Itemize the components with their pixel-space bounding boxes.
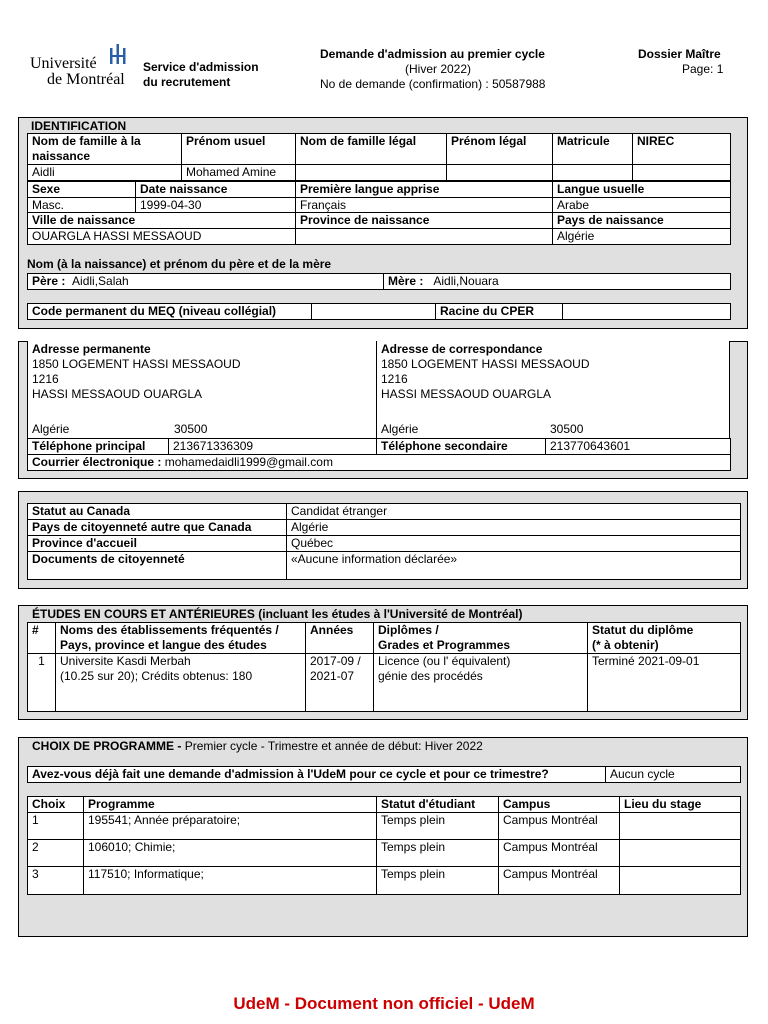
perm-pays: Algérie [32, 422, 70, 436]
header-date-naissance: Date naissance [136, 182, 296, 198]
code-meq-value [312, 304, 436, 320]
header-code-meq: Code permanent du MEQ (niveau collégial) [28, 304, 312, 320]
header-lieu-stage: Lieu du stage [620, 797, 741, 813]
etudes-etab-line2: (10.25 sur 20); Crédits obtenus: 180 [60, 669, 253, 683]
header-etablissements [56, 623, 306, 654]
univ-name-line2: de Montréal [47, 71, 125, 88]
pays-value: Algérie [553, 229, 731, 245]
perm-line1: 1850 LOGEMENT HASSI MESSAOUD [32, 357, 241, 371]
header-nirec: NIREC [633, 134, 731, 165]
header-dipl-line2: Grades et Programmes [378, 638, 511, 652]
header-pays: Pays de naissance [553, 213, 731, 229]
header-racine-cper: Racine du CPER [436, 304, 563, 320]
corr-pays: Algérie [381, 422, 419, 436]
date-naissance-value: 1999-04-30 [136, 198, 296, 214]
email-value: mohamedaidli1999@gmail.com [164, 455, 333, 469]
choix-row [28, 840, 741, 867]
parents-title: Nom (à la naissance) et prénom du père et de la mère [27, 257, 332, 271]
request-number: No de demande (confirmation) : 50587988 [320, 77, 546, 91]
province-value [296, 229, 553, 245]
corr-line1: 1850 LOGEMENT HASSI MESSAOUD [381, 357, 590, 371]
header-adresse-permanente: Adresse permanente [32, 342, 151, 356]
header-pays-citoyennete: Pays de citoyenneté autre que Canada [28, 520, 287, 536]
choix-programme: 106010; Chimie; [84, 840, 377, 867]
choix-num: 2 [28, 840, 84, 867]
choix-campus: Campus Montréal [499, 813, 620, 840]
etudes-row [28, 654, 741, 712]
header-sexe: Sexe [28, 182, 136, 198]
programme-title-bold: CHOIX DE PROGRAMME - [32, 739, 182, 753]
header-programme: Programme [84, 797, 377, 813]
header-campus: Campus [499, 797, 620, 813]
mere-cell [384, 274, 731, 290]
telephone-table [27, 438, 731, 471]
header-langue-apprise: Première langue apprise [296, 182, 553, 198]
tel-secondaire-value: 213770643601 [546, 439, 731, 455]
term: (Hiver 2022) [405, 62, 472, 76]
corr-code-postal: 30500 [550, 422, 584, 436]
header-statut-canada: Statut au Canada [28, 504, 287, 520]
header-documents-citoyennete: Documents de citoyenneté [28, 552, 287, 580]
etudes-etab-line1: Universite Kasdi Merbah [60, 654, 191, 668]
header-choix: Choix [28, 797, 84, 813]
header-statut-etudiant: Statut d'étudiant [377, 797, 499, 813]
etudes-annee-line2: 2021-07 [310, 669, 355, 683]
pays-citoyennete-value: Algérie [287, 520, 741, 536]
choix-statut: Temps plein [377, 840, 499, 867]
mere-label: Mère : [388, 274, 424, 288]
identification-table-2 [27, 181, 731, 214]
identification-title: IDENTIFICATION [31, 119, 127, 133]
header-nom-legal: Nom de famille légal [296, 134, 447, 165]
etudes-table [27, 622, 741, 712]
email-cell [28, 455, 731, 471]
pere-cell [28, 274, 384, 290]
header-statut-diplome [588, 623, 741, 654]
header-nom-naissance: Nom de famille à la naissance [28, 134, 182, 165]
racine-cper-value [563, 304, 731, 320]
choix-num: 1 [28, 813, 84, 840]
header-tel-secondaire: Téléphone secondaire [377, 439, 546, 455]
etudes-dipl-line1: Licence (ou l' équivalent) [378, 654, 511, 668]
perm-line3: HASSI MESSAOUD OUARGLA [32, 387, 203, 401]
etudes-diplome [374, 654, 588, 712]
meq-table [27, 303, 731, 320]
header-tel-principal: Téléphone principal [28, 439, 169, 455]
header-province-accueil: Province d'accueil [28, 536, 287, 552]
header-prenom-usuel: Prénom usuel [182, 134, 296, 165]
header-matricule: Matricule [553, 134, 633, 165]
question-answer: Aucun cycle [606, 767, 741, 783]
choix-stage [620, 840, 741, 867]
doc-title: Demande d'admission au premier cycle [320, 47, 545, 61]
nirec-value [633, 165, 731, 181]
service-line1: Service d'admission [143, 60, 259, 74]
perm-line2: 1216 [32, 372, 59, 386]
etudes-annees [306, 654, 374, 712]
choix-stage [620, 813, 741, 840]
parents-table [27, 273, 731, 290]
etudes-statut: Terminé 2021-09-01 [588, 654, 741, 712]
tel-principal-value: 213671336309 [169, 439, 377, 455]
choix-campus: Campus Montréal [499, 840, 620, 867]
question-text: Avez-vous déjà fait une demande d'admission à l'UdeM pour ce cycle et pour ce trimestre? [28, 767, 606, 783]
statut-canada-value: Candidat étranger [287, 504, 741, 520]
header-diplomes [374, 623, 588, 654]
header-adresse-correspondance: Adresse de correspondance [381, 342, 543, 356]
etudes-dipl-line2: génie des procédés [378, 669, 483, 683]
sexe-value: Masc. [28, 198, 136, 214]
prenom-usuel-value: Mohamed Amine [182, 165, 296, 181]
header-ville: Ville de naissance [28, 213, 296, 229]
choix-stage [620, 867, 741, 895]
ville-value: OUARGLA HASSI MESSAOUD [28, 229, 296, 245]
question-table [27, 766, 741, 783]
langue-usuelle-value: Arabe [553, 198, 731, 214]
nom-naissance-value: Aidli [28, 165, 182, 181]
choix-row [28, 813, 741, 840]
province-accueil-value: Québec [287, 536, 741, 552]
adresse-divider [376, 341, 377, 438]
choix-row [28, 867, 741, 895]
email-label: Courrier électronique : [32, 455, 162, 469]
choix-programme: 117510; Informatique; [84, 867, 377, 895]
pere-label: Père : [32, 274, 66, 288]
header-prenom-legal: Prénom légal [447, 134, 553, 165]
programme-title [32, 739, 483, 754]
choix-campus: Campus Montréal [499, 867, 620, 895]
header-etab-line1: Noms des établissements fréquentés / [60, 623, 279, 637]
header-stat-line1: Statut du diplôme [592, 623, 694, 637]
programme-title-rest: Premier cycle - Trimestre et année de début: Hiver 2022 [184, 739, 483, 753]
identification-table [27, 133, 731, 181]
corr-line2: 1216 [381, 372, 408, 386]
page-number: Page: 1 [682, 62, 724, 76]
etudes-etablissement [56, 654, 306, 712]
header-province: Province de naissance [296, 213, 553, 229]
choix-statut: Temps plein [377, 867, 499, 895]
header-dipl-line1: Diplômes / [378, 623, 439, 637]
header-langue-usuelle: Langue usuelle [553, 182, 731, 198]
nom-legal-value [296, 165, 447, 181]
matricule-value [553, 165, 633, 181]
header-etab-line2: Pays, province et langue des études [60, 638, 267, 652]
choix-table [27, 796, 741, 895]
header-annees: Années [306, 623, 374, 654]
etudes-title: ÉTUDES EN COURS ET ANTÉRIEURES (incluant les études à l'Université de Montréal) [32, 607, 523, 621]
langue-apprise-value: Français [296, 198, 553, 214]
etudes-annee-line1: 2017-09 / [310, 654, 361, 668]
service-line2: du recrutement [143, 75, 231, 89]
dossier-label: Dossier Maître [638, 47, 721, 61]
header-num: # [28, 623, 56, 654]
perm-code-postal: 30500 [174, 422, 208, 436]
footer-watermark: UdeM - Document non officiel - UdeM [233, 994, 535, 1013]
mere-value: Aidli,Nouara [433, 274, 499, 288]
corr-line3: HASSI MESSAOUD OUARGLA [381, 387, 552, 401]
univ-name-line1: Université [30, 55, 97, 72]
header-stat-line2: (* à obtenir) [592, 638, 659, 652]
statut-table [27, 503, 741, 580]
identification-table-3 [27, 212, 731, 245]
pere-value: Aidli,Salah [72, 274, 129, 288]
university-logo-icon [107, 44, 129, 68]
choix-num: 3 [28, 867, 84, 895]
choix-programme: 195541; Année préparatoire; [84, 813, 377, 840]
choix-statut: Temps plein [377, 813, 499, 840]
etudes-num: 1 [28, 654, 56, 712]
documents-citoyennete-value: «Aucune information déclarée» [287, 552, 741, 580]
prenom-legal-value [447, 165, 553, 181]
